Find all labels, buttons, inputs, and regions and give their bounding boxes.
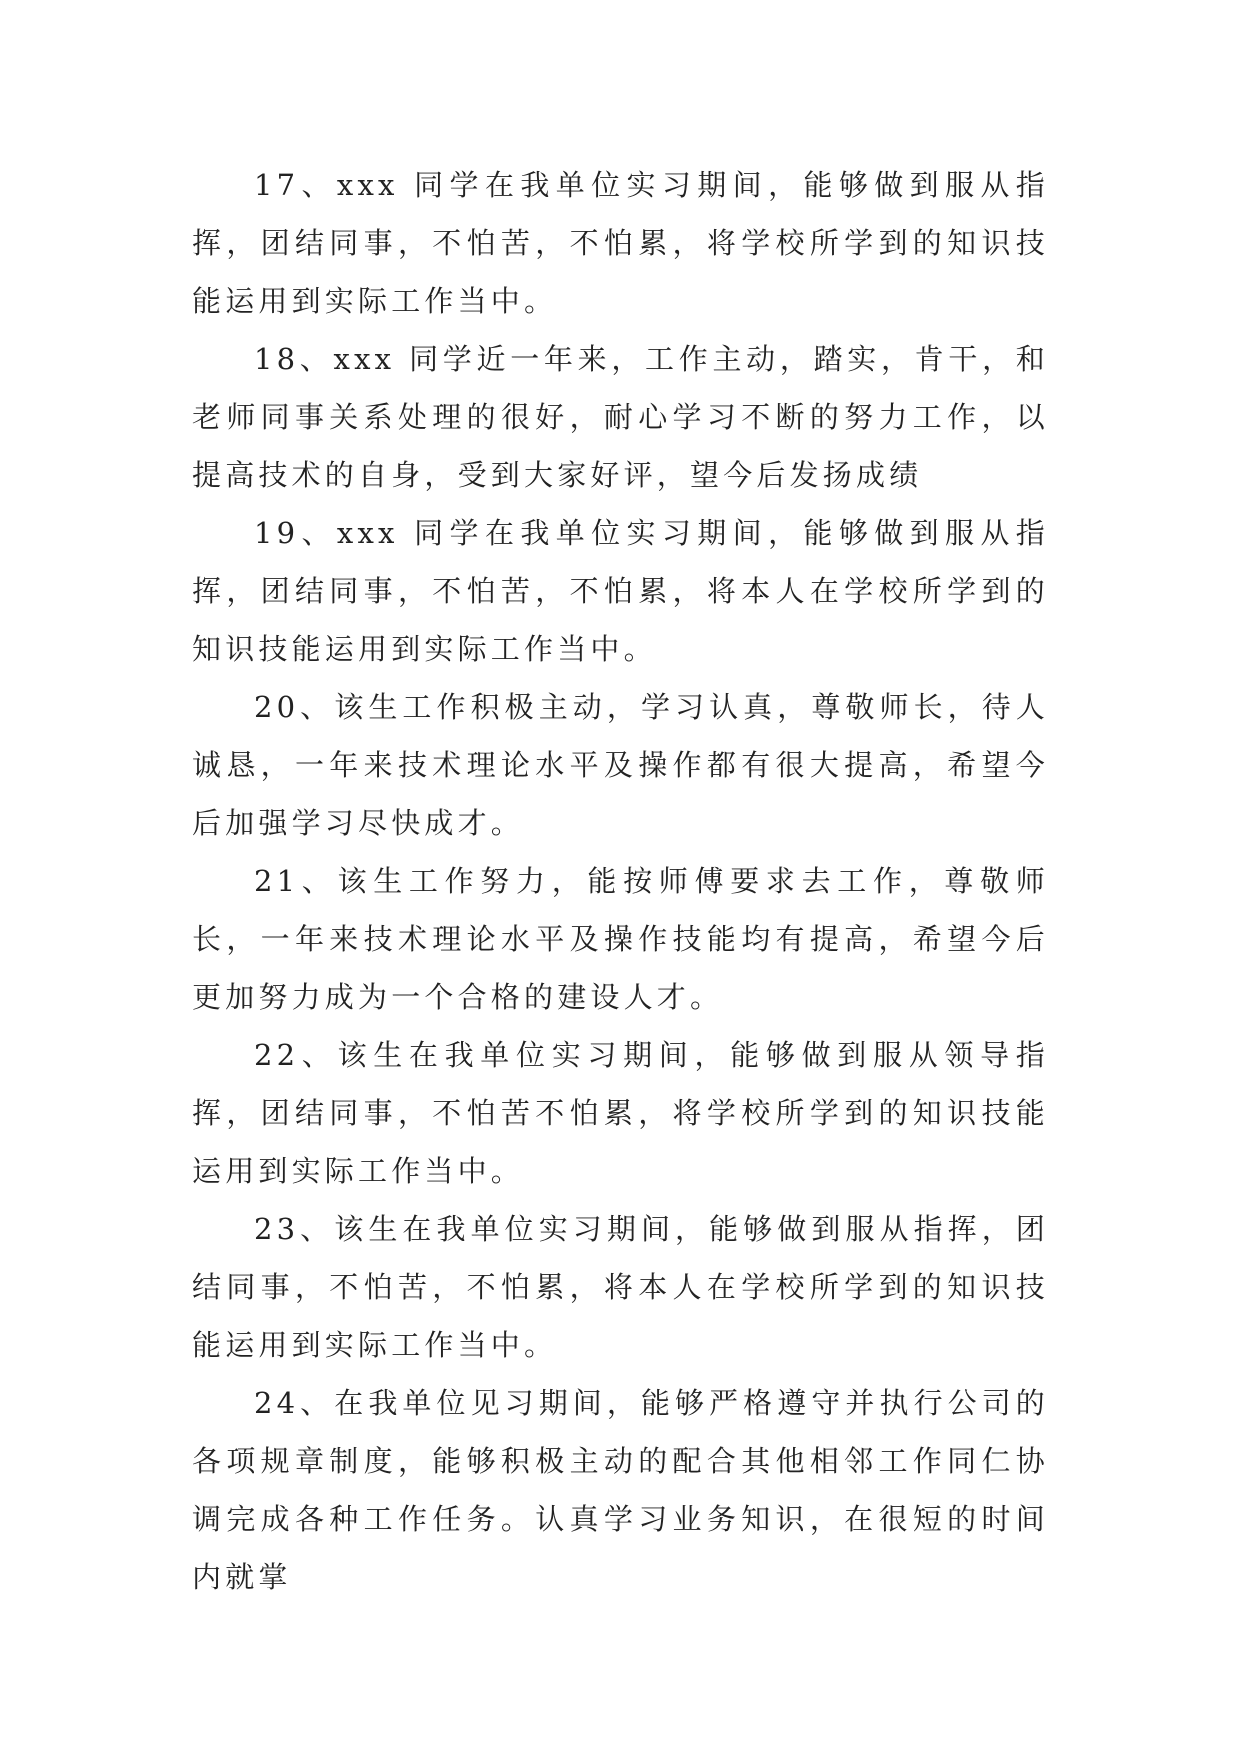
document-body [192, 156, 1049, 1606]
paragraph-24: 24、在我单位见习期间，能够严格遵守并执行公司的各项规章制度，能够积极主动的配合其他相邻工作同仁协调完成各种工作任务。认真学习业务知识，在很短的时间内就掌 [192, 1386, 1049, 1594]
paragraph-23: 23、该生在我单位实习期间，能够做到服从指挥，团结同事，不怕苦，不怕累，将本人在学校所学到的知识技能运用到实际工作当中。 [192, 1212, 1049, 1362]
paragraph-18: 18、xxx 同学近一年来，工作主动，踏实，肯干，和老师同事关系处理的很好，耐心学习不断的努力工作，以提高技术的自身，受到大家好评，望今后发扬成绩 [192, 342, 1049, 492]
paragraph-22: 22、该生在我单位实习期间，能够做到服从领导指挥，团结同事，不怕苦不怕累，将学校所学到的知识技能运用到实际工作当中。 [192, 1038, 1049, 1188]
paragraph-17: 17、xxx 同学在我单位实习期间，能够做到服从指挥，团结同事，不怕苦，不怕累，将学校所学到的知识技能运用到实际工作当中。 [192, 168, 1049, 318]
paragraph-21: 21、该生工作努力，能按师傅要求去工作，尊敬师长，一年来技术理论水平及操作技能均有提高，希望今后更加努力成为一个合格的建设人才。 [192, 864, 1049, 1014]
paragraph-19: 19、xxx 同学在我单位实习期间，能够做到服从指挥，团结同事，不怕苦，不怕累，将本人在学校所学到的知识技能运用到实际工作当中。 [192, 516, 1049, 666]
paragraph-20: 20、该生工作积极主动，学习认真，尊敬师长，待人诚恳，一年来技术理论水平及操作都有很大提高，希望今后加强学习尽快成才。 [192, 690, 1049, 840]
